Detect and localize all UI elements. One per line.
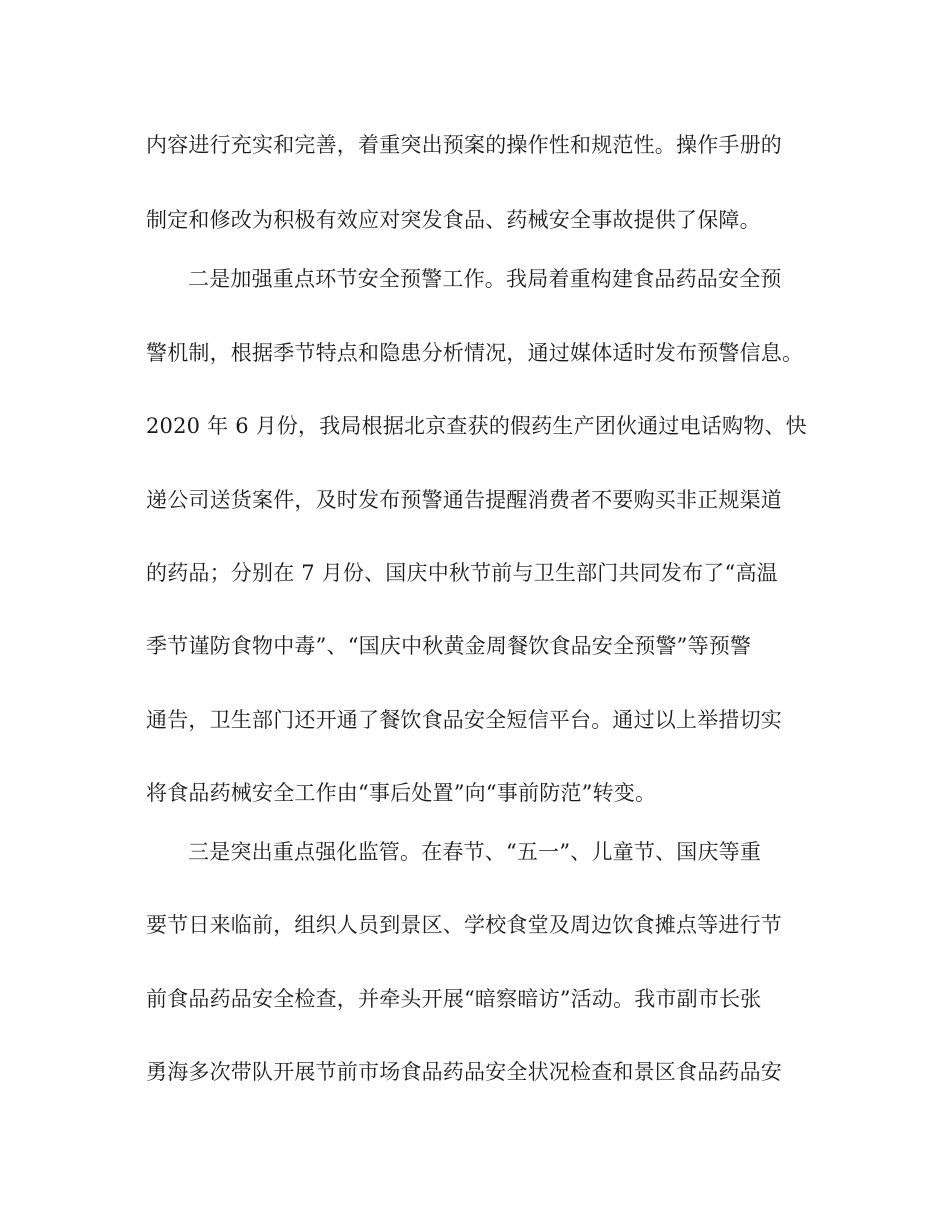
paragraph-start-line: 三是突出重点强化监管。在春节、“五一”、儿童节、国庆等重 <box>188 840 762 864</box>
text-line: 勇海多次带队开展节前市场食品药品安全状况检查和景区食品药品安 <box>146 1060 782 1084</box>
text-line: 要节日来临前，组织人员到景区、学校食堂及周边饮食摊点等进行节 <box>146 913 782 937</box>
text-line: 警机制，根据季节特点和隐患分析情况，通过媒体适时发布预警信息。 <box>146 341 804 365</box>
text-line: 递公司送货案件，及时发布预警通告提醒消费者不要购买非正规渠道 <box>146 488 782 512</box>
text-line: 通告，卫生部门还开通了餐饮食品安全短信平台。通过以上举措切实 <box>146 708 782 732</box>
text-line: 的药品；分别在 7 月份、国庆中秋节前与卫生部门共同发布了“高温 <box>146 561 778 585</box>
text-line: 制定和修改为积极有效应对突发食品、药械安全事故提供了保障。 <box>146 208 761 232</box>
text-line: 内容进行充实和完善，着重突出预案的操作性和规范性。操作手册的 <box>146 133 782 157</box>
text-line: 季节谨防食物中毒”、“国庆中秋黄金周餐饮食品安全预警”等预警 <box>146 634 752 658</box>
paragraph-start-line: 二是加强重点环节安全预警工作。我局着重构建食品药品安全预 <box>188 267 782 291</box>
text-line: 将食品药械安全工作由“事后处置”向“事前防范”转变。 <box>146 781 657 805</box>
text-line: 前食品药品安全检查，并牵头开展“暗察暗访”活动。我市副市长张 <box>146 987 762 1011</box>
text-line: 2020 年 6 月份，我局根据北京查获的假药生产团伙通过电话购物、快 <box>146 414 807 438</box>
